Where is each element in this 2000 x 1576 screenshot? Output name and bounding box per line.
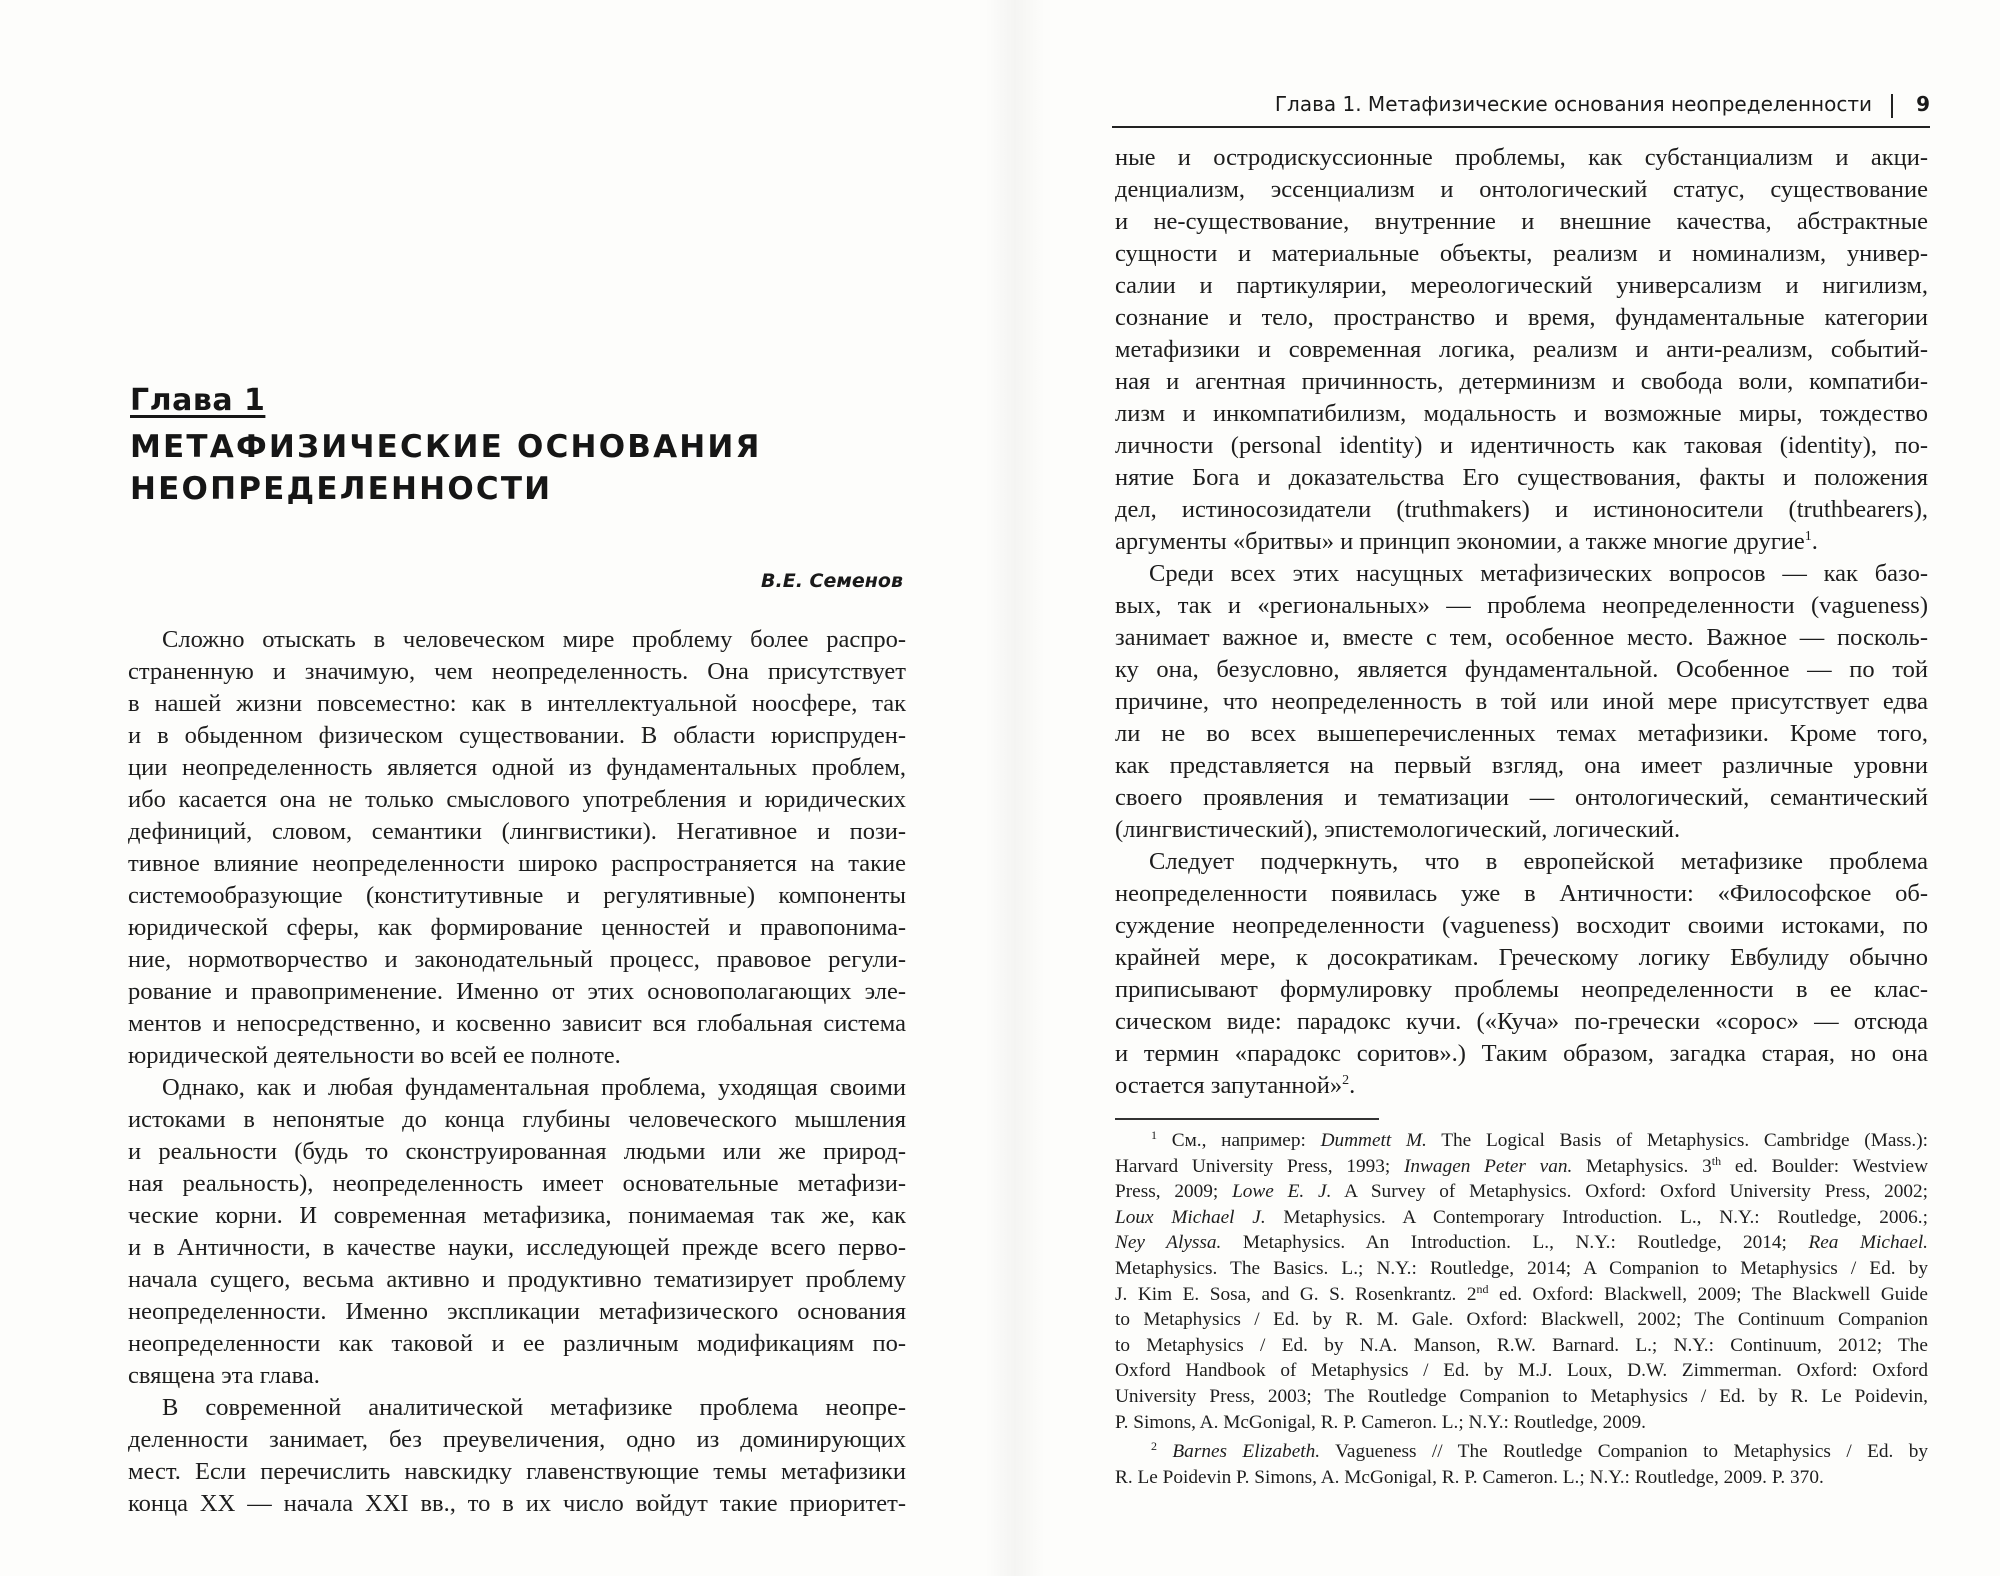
footnote-line: to Metaphysics / Ed. by N.A. Manson, R.W. Barnard. L.; N.Y.: Continuum, 2012; The [1115,1334,1928,1356]
text-line: личности (personal identity) и идентичность как таковая (identity), по- [1115,432,1928,459]
text-line-content: аргументы «бритвы» и принцип экономии, а также многие другие [1115,528,1805,555]
text-line: мест. Если перечислить навскидку главенствующие темы метафизики [128,1458,906,1485]
text-line: неопределенности как таковой и ее различным модификациям по- [128,1330,906,1357]
footnote-text: Vagueness // The Routledge Companion to Metaphysics / Ed. by [1320,1441,1928,1463]
text-line: остается запутанной»$^2$. [1115,1072,1356,1099]
text-line: салии и партикулярии, мереологический универсализм и нигилизм, [1115,272,1928,299]
text-line: сическом виде: парадокс кучи. («Куча» по-гречески «сорос» — отсюда [1115,1008,1928,1035]
text-line: ции неопределенность является одной из фундаментальных проблем, [128,754,906,781]
footnote-ref-2: 2 [1342,1073,1350,1088]
text-line: рование и правоприменение. Именно от этих основополагающих эле- [128,978,906,1005]
text-line: сущности и материальные объекты, реализм и номинализм, универ- [1115,240,1928,267]
footnote-text: ed. Oxford: Blackwell, 2009; The Blackwell Guide [1488,1283,1928,1305]
text-line: ная и агентная причинность, детерминизм и свобода воли, компатиби- [1115,368,1928,395]
text-line: дел, истиносозидатели (truthmakers) и истиноносители (truthbearers), [1115,496,1928,523]
text-line: системообразующие (конститутивные и регулятивные) компоненты [128,882,906,909]
text-line: и в обыденном физическом существовании. В области юриспруден- [128,722,906,749]
footnote-line [1115,1154,1928,1180]
text-line: неопределенности появилась уже в Античности: «Философское об- [1115,880,1928,907]
footnote-text: Press, 2009; [1115,1181,1233,1203]
text-line: лизм и инкомпатибилизм, модальность и возможные миры, тождество [1115,400,1928,427]
text-line-content: остается запутанной» [1115,1072,1343,1099]
footnote-text: Metaphysics. An Introduction. L., N.Y.: Routledge, 2014; [1221,1232,1809,1254]
chapter-title-line: МЕТАФИЗИЧЕСКИЕ ОСНОВАНИЯ [130,429,762,465]
footnote-line [1115,1205,1928,1231]
text-line: как представляется на первый взгляд, она имеет различные уровни [1115,752,1928,779]
text-line: и не-существование, внутренние и внешние качества, абстрактные [1115,208,1928,235]
text-line: истоками в непонятые до конца глубины человеческого мышления [128,1106,906,1133]
text-line: Следует подчеркнуть, что в европейской метафизике проблема [1149,848,1928,875]
running-head-divider [1891,94,1893,118]
text-line: Однако, как и любая фундаментальная проблема, уходящая своими [162,1074,906,1101]
footnote-author: Loux Michael J. [1115,1206,1266,1228]
text-line: юридической деятельности во всей ее полноте. [128,1042,621,1069]
footnote-author: Rea Michael. [1808,1232,1928,1254]
text-line: ментов и непосредственно, и косвенно зависит вся глобальная система [128,1010,906,1037]
chapter-title [130,426,930,510]
footnote-line [1115,1439,1928,1465]
footnote-line [1115,1282,1928,1308]
text-line: ли не во всех вышеперечисленных темах метафизики. Кроме того, [1115,720,1928,747]
text-line: нятие Бога и доказательства Его существования, факты и положения [1115,464,1928,491]
footnote-line: R. Le Poidevin P. Simons, A. McGonigal, R. P. Cameron. L.; N.Y.: Routledge, 2009. P. 370. [1115,1466,1824,1488]
text-line: конца XX — начала XXI вв., то в их число войдут такие приоритет- [128,1490,906,1517]
chapter-label: Глава 1 [130,383,266,418]
footnote-text: ed. Boulder: Westview [1721,1155,1929,1177]
footnote-rule [1115,1118,1379,1120]
text-line: и термин «парадокс соритов».) Таким образом, загадка старая, но она [1115,1040,1928,1067]
text-line: юридической сферы, как формирование ценностей и правопонима- [128,914,906,941]
text-line: ку она, безусловно, является фундаментальной. Особенное — по той [1115,656,1928,683]
footnote-author: Dummett M. [1320,1130,1427,1151]
text-line: Среди всех этих насущных метафизических вопросов — как базо- [1149,560,1928,587]
running-head-title: Глава 1. Метафизические основания неопределенности [1274,92,1872,116]
text-line: приписывают формулировку проблемы неопределенности в ее клас- [1115,976,1928,1003]
text-line: ние, нормотворчество и законодательный процесс, правовое регули- [128,946,906,973]
text-line: аргументы «бритвы» и принцип экономии, а также многие другие$^1$. [1115,528,1818,555]
footnote-author: Inwagen Peter van. [1404,1155,1573,1177]
footnote-author: Lowe E. J. [1232,1181,1332,1203]
footnote-line [1115,1128,1928,1154]
footnote-mark: 1 [1151,1128,1157,1142]
left-body-text [128,624,906,1520]
text-line: неопределенности. Именно экспликации метафизического основания [128,1298,906,1325]
text-line: дефиниций, словом, семантики (лингвистики). Негативное и пози- [128,818,906,845]
text-line: ные и остродискуссионные проблемы, как субстанциализм и акци- [1115,144,1928,171]
chapter-author: В.Е. Семенов [761,570,903,592]
running-head [1112,92,1930,128]
text-line: страненную и значимую, чем неопределенность. Она присутствует [128,658,906,685]
footnote-superscript: th [1711,1153,1722,1168]
footnote-text: Harvard University Press, 1993; [1115,1155,1404,1177]
text-line: метафизики и современная логика, реализм и анти-реализм, событий- [1115,336,1928,363]
right-body-text [1115,142,1928,1102]
footnote-ref-1: 1 [1804,529,1812,544]
footnote-mark: 2 [1151,1439,1157,1454]
footnote-text: См., например: [1171,1130,1321,1151]
footnote-line: University Press, 2003; The Routledge Companion to Metaphysics / Ed. by R. Le Poidevin, [1115,1385,1928,1407]
footnote-author: Ney Alyssa. [1115,1232,1222,1254]
text-line: Сложно отыскать в человеческом мире проблему более распро- [162,626,906,653]
footnote-author: Barnes Elizabeth. [1172,1441,1321,1463]
text-line: своего проявления и тематизации — онтологический, семантический [1115,784,1928,811]
page-number: 9 [1916,92,1930,116]
footnote-text: J. Kim E. Sosa, and G. S. Rosenkrantz. 2 [1115,1283,1477,1305]
text-line: занимает важное и, вместе с тем, особенное место. Важное — посколь- [1115,624,1928,651]
text-line: денциализм, эссенциализм и онтологический статус, существование [1115,176,1928,203]
footnote-line: Metaphysics. The Basics. L.; N.Y.: Routledge, 2014; A Companion to Metaphysics / Ed. by [1115,1257,1928,1279]
footnote-text: Metaphysics. 3 [1572,1155,1712,1177]
text-line: крайней мере, к досократикам. Греческому логику Евбулиду обычно [1115,944,1928,971]
footnote-line: Oxford Handbook of Metaphysics / Ed. by M.J. Loux, D.W. Zimmerman. Oxford: Oxford [1115,1360,1928,1382]
text-line: и в Античности, в качестве науки, исследующей прежде всего перво- [128,1234,906,1261]
text-line: (лингвистический), эпистемологический, логический. [1115,816,1681,843]
footnotes [1115,1128,1928,1490]
text-line: В современной аналитической метафизике проблема неопре- [162,1394,906,1421]
text-line: ческие корни. И современная метафизика, понимаемая так же, как [128,1202,906,1229]
chapter-title-line: НЕОПРЕДЕЛЕННОСТИ [130,471,553,507]
text-line: начала сущего, весьма активно и продуктивно тематизирует проблему [128,1266,906,1293]
footnote-line [1115,1230,1928,1256]
text-line: сознание и тело, пространство и время, фундаментальные категории [1115,304,1928,331]
footnote-line: P. Simons, A. McGonigal, R. P. Cameron. L.; N.Y.: Routledge, 2009. [1115,1411,1646,1433]
text-line: суждение неопределенности (vagueness) восходит своими истоками, по [1115,912,1928,939]
text-line: тивное влияние неопределенности широко распространяется на такие [128,850,906,877]
text-line: в нашей жизни повсеместно: как в интеллектуальной ноосфере, так [128,690,906,717]
text-line: ибо касается она не только смыслового употребления и юридических [128,786,906,813]
footnote-line: to Metaphysics / Ed. by R. M. Gale. Oxford: Blackwell, 2002; The Continuum Companion [1115,1309,1928,1331]
footnote-line [1115,1179,1928,1205]
text-line: ная реальность), неопределенность имеет основательные метафизи- [128,1170,906,1197]
footnote-text: The Logical Basis of Metaphysics. Cambridge (Mass.): [1426,1130,1928,1151]
footnote-superscript: nd [1476,1281,1489,1296]
text-line: и реальности (будь то сконструированная людьми или же природ- [128,1138,906,1165]
footnote-text: Metaphysics. A Contemporary Introduction. L., N.Y.: Routledge, 2006.; [1265,1206,1928,1228]
text-line: деленности занимает, без преувеличения, одно из доминирующих [128,1426,906,1453]
text-line: священа эта глава. [128,1362,320,1389]
footnote-text: A Survey of Metaphysics. Oxford: Oxford University Press, 2002; [1331,1181,1929,1203]
text-line: причине, что неопределенность в той или иной мере присутствует едва [1115,688,1928,715]
text-line: вых, так и «региональных» — проблема неопределенности (vagueness) [1115,592,1928,619]
